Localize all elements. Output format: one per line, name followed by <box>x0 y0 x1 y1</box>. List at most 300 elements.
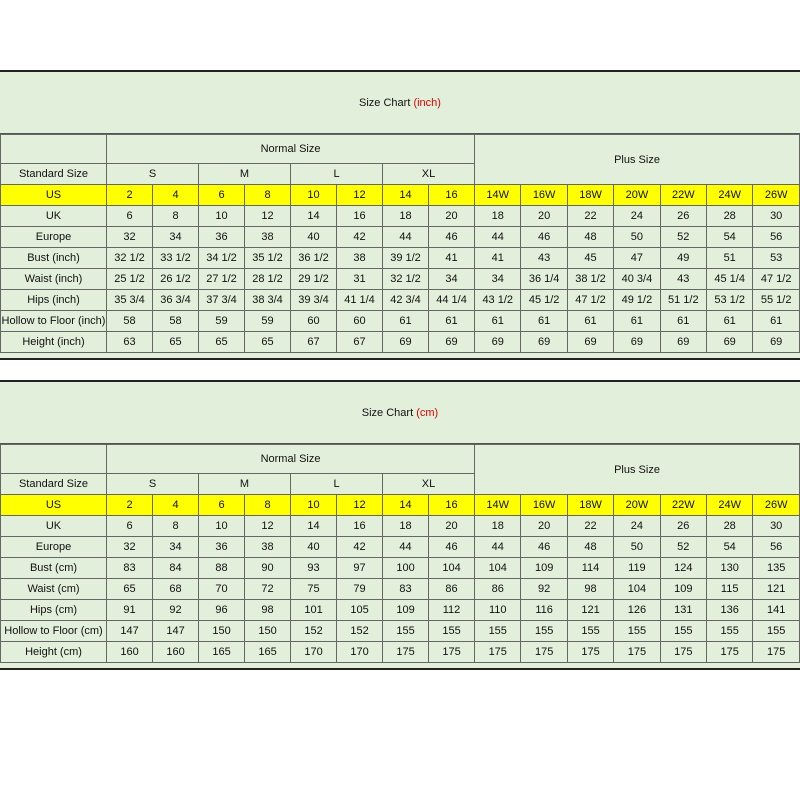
table-cell: 26 <box>660 516 706 537</box>
chart-title-text: Size Chart <box>359 96 411 109</box>
normal-size-header: Normal Size <box>107 445 475 474</box>
table-row <box>1 642 800 663</box>
table-cell: 24W <box>707 495 753 516</box>
standard-size-header: Standard Size <box>1 164 107 185</box>
standard-size-header: Standard Size <box>1 474 107 495</box>
table-row <box>1 206 800 227</box>
table-cell: 47 1/2 <box>753 269 800 290</box>
table-cell: 6 <box>107 206 153 227</box>
table-cell: 38 <box>245 537 291 558</box>
table-cell: 45 <box>567 248 613 269</box>
table-row <box>1 290 800 311</box>
table-cell: 32 1/2 <box>383 269 429 290</box>
table-cell: 100 <box>383 558 429 579</box>
table-cell: 34 <box>153 537 199 558</box>
table-cell: 8 <box>153 516 199 537</box>
table-cell: 98 <box>245 600 291 621</box>
table-cell: 121 <box>567 600 613 621</box>
table-row <box>1 248 800 269</box>
table-cell: 46 <box>521 537 567 558</box>
table-cell: 59 <box>199 311 245 332</box>
table-cell: 61 <box>521 311 567 332</box>
table-cell: 54 <box>707 227 753 248</box>
table-cell: 147 <box>153 621 199 642</box>
table-cell: 41 <box>429 248 475 269</box>
table-cell: 104 <box>614 579 660 600</box>
table-cell: 37 3/4 <box>199 290 245 311</box>
table-cell: 131 <box>660 600 706 621</box>
table-row <box>1 311 800 332</box>
table-cell: 86 <box>475 579 521 600</box>
table-cell: 61 <box>660 311 706 332</box>
table-cell: 150 <box>245 621 291 642</box>
table-cell: 52 <box>660 227 706 248</box>
table-cell: 56 <box>753 227 800 248</box>
table-cell: 91 <box>107 600 153 621</box>
table-cell: 124 <box>660 558 706 579</box>
table-cell: 70 <box>199 579 245 600</box>
table-cell: 14W <box>475 495 521 516</box>
table-cell: 6 <box>199 185 245 206</box>
table-cell: 98 <box>567 579 613 600</box>
table-cell: 20 <box>429 516 475 537</box>
table-cell: 26 1/2 <box>153 269 199 290</box>
table-cell: 155 <box>475 621 521 642</box>
table-cell: 43 <box>521 248 567 269</box>
table-cell: 35 1/2 <box>245 248 291 269</box>
table-cell: 51 1/2 <box>660 290 706 311</box>
table-cell: 65 <box>107 579 153 600</box>
table-cell: 101 <box>291 600 337 621</box>
table-cell: 38 <box>245 227 291 248</box>
table-cell: 36 1/4 <box>521 269 567 290</box>
table-cell: 29 1/2 <box>291 269 337 290</box>
row-label: UK <box>1 206 107 227</box>
table-cell: 42 <box>337 227 383 248</box>
table-cell: 18W <box>567 185 613 206</box>
table-cell: 26 <box>660 206 706 227</box>
table-cell: 14 <box>291 206 337 227</box>
blank-header-cell <box>1 135 107 164</box>
letter-size-xl: XL <box>383 474 475 495</box>
table-row <box>1 227 800 248</box>
letter-size-m: M <box>199 164 291 185</box>
table-cell: 56 <box>753 537 800 558</box>
table-cell: 12 <box>245 516 291 537</box>
table-cell: 175 <box>660 642 706 663</box>
table-cell: 116 <box>521 600 567 621</box>
table-cell: 61 <box>707 311 753 332</box>
table-cell: 58 <box>153 311 199 332</box>
table-cell: 69 <box>521 332 567 353</box>
table-cell: 10 <box>291 495 337 516</box>
table-cell: 32 <box>107 537 153 558</box>
table-row <box>1 558 800 579</box>
table-cell: 42 3/4 <box>383 290 429 311</box>
table-cell: 175 <box>475 642 521 663</box>
row-label: Height (inch) <box>1 332 107 353</box>
table-cell: 24 <box>614 206 660 227</box>
table-cell: 175 <box>521 642 567 663</box>
normal-size-header: Normal Size <box>107 135 475 164</box>
table-cell: 90 <box>245 558 291 579</box>
table-row <box>1 621 800 642</box>
table-cell: 44 <box>383 537 429 558</box>
letter-size-s: S <box>107 474 199 495</box>
table-cell: 52 <box>660 537 706 558</box>
table-cell: 97 <box>337 558 383 579</box>
table-cell: 60 <box>291 311 337 332</box>
table-cell: 152 <box>337 621 383 642</box>
blank-header-cell <box>1 445 107 474</box>
table-cell: 61 <box>429 311 475 332</box>
table-cell: 105 <box>337 600 383 621</box>
table-cell: 175 <box>614 642 660 663</box>
row-label: Bust (cm) <box>1 558 107 579</box>
table-cell: 44 <box>475 227 521 248</box>
table-cell: 54 <box>707 537 753 558</box>
table-cell: 4 <box>153 185 199 206</box>
table-cell: 16W <box>521 495 567 516</box>
table-cell: 65 <box>245 332 291 353</box>
table-cell: 40 <box>291 537 337 558</box>
table-cell: 26W <box>753 495 800 516</box>
table-cell: 46 <box>429 537 475 558</box>
chart-title <box>0 72 800 134</box>
table-cell: 155 <box>707 621 753 642</box>
table-cell: 46 <box>521 227 567 248</box>
table-cell: 44 1/4 <box>429 290 475 311</box>
table-cell: 28 <box>707 516 753 537</box>
table-cell: 40 3/4 <box>614 269 660 290</box>
table-cell: 55 1/2 <box>753 290 800 311</box>
row-label: Waist (cm) <box>1 579 107 600</box>
table-cell: 16 <box>429 185 475 206</box>
table-cell: 38 3/4 <box>245 290 291 311</box>
table-row <box>1 495 800 516</box>
table-cell: 43 <box>660 269 706 290</box>
table-cell: 155 <box>753 621 800 642</box>
table-cell: 49 1/2 <box>614 290 660 311</box>
table-cell: 170 <box>291 642 337 663</box>
table-cell: 67 <box>291 332 337 353</box>
table-cell: 33 1/2 <box>153 248 199 269</box>
row-label: Europe <box>1 537 107 558</box>
table-cell: 14 <box>291 516 337 537</box>
table-cell: 147 <box>107 621 153 642</box>
table-cell: 2 <box>107 495 153 516</box>
plus-size-header: Plus Size <box>475 135 800 185</box>
table-row <box>1 579 800 600</box>
table-cell: 18W <box>567 495 613 516</box>
table-cell: 155 <box>660 621 706 642</box>
table-cell: 135 <box>753 558 800 579</box>
table-cell: 48 <box>567 537 613 558</box>
table-cell: 30 <box>753 206 800 227</box>
table-cell: 22 <box>567 516 613 537</box>
table-cell: 36 3/4 <box>153 290 199 311</box>
table-cell: 41 1/4 <box>337 290 383 311</box>
plus-size-header: Plus Size <box>475 445 800 495</box>
table-row <box>1 600 800 621</box>
table-cell: 155 <box>567 621 613 642</box>
table-cell: 12 <box>245 206 291 227</box>
chart-title-text: Size Chart <box>361 406 414 419</box>
table-cell: 24W <box>707 185 753 206</box>
row-label: Hips (cm) <box>1 600 107 621</box>
table-cell: 20 <box>429 206 475 227</box>
table-cell: 69 <box>475 332 521 353</box>
table-cell: 8 <box>153 206 199 227</box>
table-cell: 165 <box>245 642 291 663</box>
table-cell: 22W <box>660 185 706 206</box>
table-cell: 20 <box>521 206 567 227</box>
table-cell: 53 <box>753 248 800 269</box>
table-cell: 121 <box>753 579 800 600</box>
letter-size-xl: XL <box>383 164 475 185</box>
table-cell: 93 <box>291 558 337 579</box>
chart-title-unit: (cm) <box>416 406 439 419</box>
table-row <box>1 332 800 353</box>
table-cell: 126 <box>614 600 660 621</box>
table-cell: 92 <box>521 579 567 600</box>
table-cell: 20W <box>614 185 660 206</box>
table-cell: 61 <box>614 311 660 332</box>
table-cell: 69 <box>707 332 753 353</box>
table-cell: 86 <box>429 579 475 600</box>
table-cell: 18 <box>383 206 429 227</box>
table-cell: 40 <box>291 227 337 248</box>
table-cell: 44 <box>383 227 429 248</box>
row-label: Hollow to Floor (inch) <box>1 311 107 332</box>
table-cell: 69 <box>429 332 475 353</box>
size-chart-inch <box>0 70 800 360</box>
table-cell: 58 <box>107 311 153 332</box>
table-cell: 14 <box>383 495 429 516</box>
table-cell: 43 1/2 <box>475 290 521 311</box>
table-cell: 34 <box>429 269 475 290</box>
table-cell: 24 <box>614 516 660 537</box>
table-row <box>1 185 800 206</box>
table-cell: 160 <box>153 642 199 663</box>
table-cell: 16 <box>429 495 475 516</box>
table-cell: 32 <box>107 227 153 248</box>
table-cell: 34 1/2 <box>199 248 245 269</box>
table-cell: 109 <box>521 558 567 579</box>
table-cell: 150 <box>199 621 245 642</box>
table-cell: 47 1/2 <box>567 290 613 311</box>
table-cell: 10 <box>199 206 245 227</box>
table-cell: 8 <box>245 495 291 516</box>
table-cell: 152 <box>291 621 337 642</box>
row-label: US <box>1 495 107 516</box>
table-cell: 175 <box>707 642 753 663</box>
table-cell: 65 <box>153 332 199 353</box>
letter-size-l: L <box>291 164 383 185</box>
table-cell: 75 <box>291 579 337 600</box>
table-cell: 84 <box>153 558 199 579</box>
table-cell: 83 <box>107 558 153 579</box>
table-cell: 88 <box>199 558 245 579</box>
table-cell: 136 <box>707 600 753 621</box>
table-cell: 14W <box>475 185 521 206</box>
table-cell: 63 <box>107 332 153 353</box>
table-cell: 50 <box>614 227 660 248</box>
table-cell: 67 <box>337 332 383 353</box>
table-cell: 34 <box>475 269 521 290</box>
table-cell: 2 <box>107 185 153 206</box>
table-cell: 155 <box>521 621 567 642</box>
table-cell: 104 <box>429 558 475 579</box>
chart-title <box>0 382 800 444</box>
table-cell: 28 <box>707 206 753 227</box>
table-cell: 175 <box>429 642 475 663</box>
table-cell: 69 <box>660 332 706 353</box>
table-cell: 175 <box>383 642 429 663</box>
chart-title-unit: (inch) <box>413 96 441 109</box>
table-row <box>1 269 800 290</box>
table-row <box>1 516 800 537</box>
row-label: UK <box>1 516 107 537</box>
size-chart-cm <box>0 380 800 670</box>
table-cell: 30 <box>753 516 800 537</box>
table-cell: 61 <box>753 311 800 332</box>
size-table <box>0 134 800 353</box>
table-cell: 48 <box>567 227 613 248</box>
table-cell: 12 <box>337 495 383 516</box>
table-cell: 18 <box>475 516 521 537</box>
table-cell: 155 <box>383 621 429 642</box>
table-cell: 36 1/2 <box>291 248 337 269</box>
table-cell: 28 1/2 <box>245 269 291 290</box>
table-cell: 16W <box>521 185 567 206</box>
table-cell: 175 <box>567 642 613 663</box>
table-cell: 39 1/2 <box>383 248 429 269</box>
table-cell: 92 <box>153 600 199 621</box>
table-cell: 38 <box>337 248 383 269</box>
table-cell: 130 <box>707 558 753 579</box>
table-cell: 79 <box>337 579 383 600</box>
letter-size-l: L <box>291 474 383 495</box>
table-cell: 69 <box>753 332 800 353</box>
table-cell: 12 <box>337 185 383 206</box>
table-cell: 114 <box>567 558 613 579</box>
letter-size-s: S <box>107 164 199 185</box>
table-cell: 155 <box>429 621 475 642</box>
table-cell: 27 1/2 <box>199 269 245 290</box>
table-cell: 44 <box>475 537 521 558</box>
table-cell: 104 <box>475 558 521 579</box>
table-cell: 14 <box>383 185 429 206</box>
table-cell: 61 <box>567 311 613 332</box>
table-cell: 38 1/2 <box>567 269 613 290</box>
table-cell: 83 <box>383 579 429 600</box>
table-cell: 175 <box>753 642 800 663</box>
row-label: Hips (inch) <box>1 290 107 311</box>
table-cell: 20W <box>614 495 660 516</box>
table-row <box>1 537 800 558</box>
table-cell: 50 <box>614 537 660 558</box>
row-label: Hollow to Floor (cm) <box>1 621 107 642</box>
table-cell: 6 <box>199 495 245 516</box>
table-cell: 10 <box>291 185 337 206</box>
table-cell: 39 3/4 <box>291 290 337 311</box>
table-cell: 112 <box>429 600 475 621</box>
table-cell: 53 1/2 <box>707 290 753 311</box>
table-cell: 65 <box>199 332 245 353</box>
table-cell: 18 <box>475 206 521 227</box>
table-cell: 61 <box>383 311 429 332</box>
row-label: Bust (inch) <box>1 248 107 269</box>
table-cell: 115 <box>707 579 753 600</box>
table-cell: 51 <box>707 248 753 269</box>
table-cell: 45 1/2 <box>521 290 567 311</box>
table-cell: 46 <box>429 227 475 248</box>
table-cell: 25 1/2 <box>107 269 153 290</box>
table-cell: 36 <box>199 227 245 248</box>
table-cell: 72 <box>245 579 291 600</box>
table-cell: 20 <box>521 516 567 537</box>
table-cell: 68 <box>153 579 199 600</box>
table-cell: 141 <box>753 600 800 621</box>
table-cell: 47 <box>614 248 660 269</box>
letter-size-m: M <box>199 474 291 495</box>
row-label: Height (cm) <box>1 642 107 663</box>
table-cell: 96 <box>199 600 245 621</box>
table-cell: 34 <box>153 227 199 248</box>
table-cell: 109 <box>383 600 429 621</box>
table-cell: 42 <box>337 537 383 558</box>
table-cell: 16 <box>337 206 383 227</box>
table-cell: 59 <box>245 311 291 332</box>
table-cell: 31 <box>337 269 383 290</box>
header-row-group <box>1 445 800 474</box>
row-label: Waist (inch) <box>1 269 107 290</box>
table-cell: 35 3/4 <box>107 290 153 311</box>
table-cell: 160 <box>107 642 153 663</box>
table-cell: 8 <box>245 185 291 206</box>
table-cell: 109 <box>660 579 706 600</box>
table-cell: 6 <box>107 516 153 537</box>
table-cell: 61 <box>475 311 521 332</box>
table-cell: 45 1/4 <box>707 269 753 290</box>
table-cell: 69 <box>567 332 613 353</box>
table-cell: 16 <box>337 516 383 537</box>
table-cell: 60 <box>337 311 383 332</box>
table-cell: 170 <box>337 642 383 663</box>
table-cell: 165 <box>199 642 245 663</box>
table-cell: 110 <box>475 600 521 621</box>
header-row-group <box>1 135 800 164</box>
row-label: Europe <box>1 227 107 248</box>
table-cell: 41 <box>475 248 521 269</box>
table-cell: 119 <box>614 558 660 579</box>
table-cell: 18 <box>383 516 429 537</box>
table-cell: 4 <box>153 495 199 516</box>
table-cell: 32 1/2 <box>107 248 153 269</box>
table-cell: 69 <box>383 332 429 353</box>
table-cell: 49 <box>660 248 706 269</box>
table-cell: 22W <box>660 495 706 516</box>
table-cell: 10 <box>199 516 245 537</box>
table-cell: 69 <box>614 332 660 353</box>
table-cell: 155 <box>614 621 660 642</box>
table-cell: 36 <box>199 537 245 558</box>
table-cell: 22 <box>567 206 613 227</box>
size-table <box>0 444 800 663</box>
table-cell: 26W <box>753 185 800 206</box>
row-label: US <box>1 185 107 206</box>
